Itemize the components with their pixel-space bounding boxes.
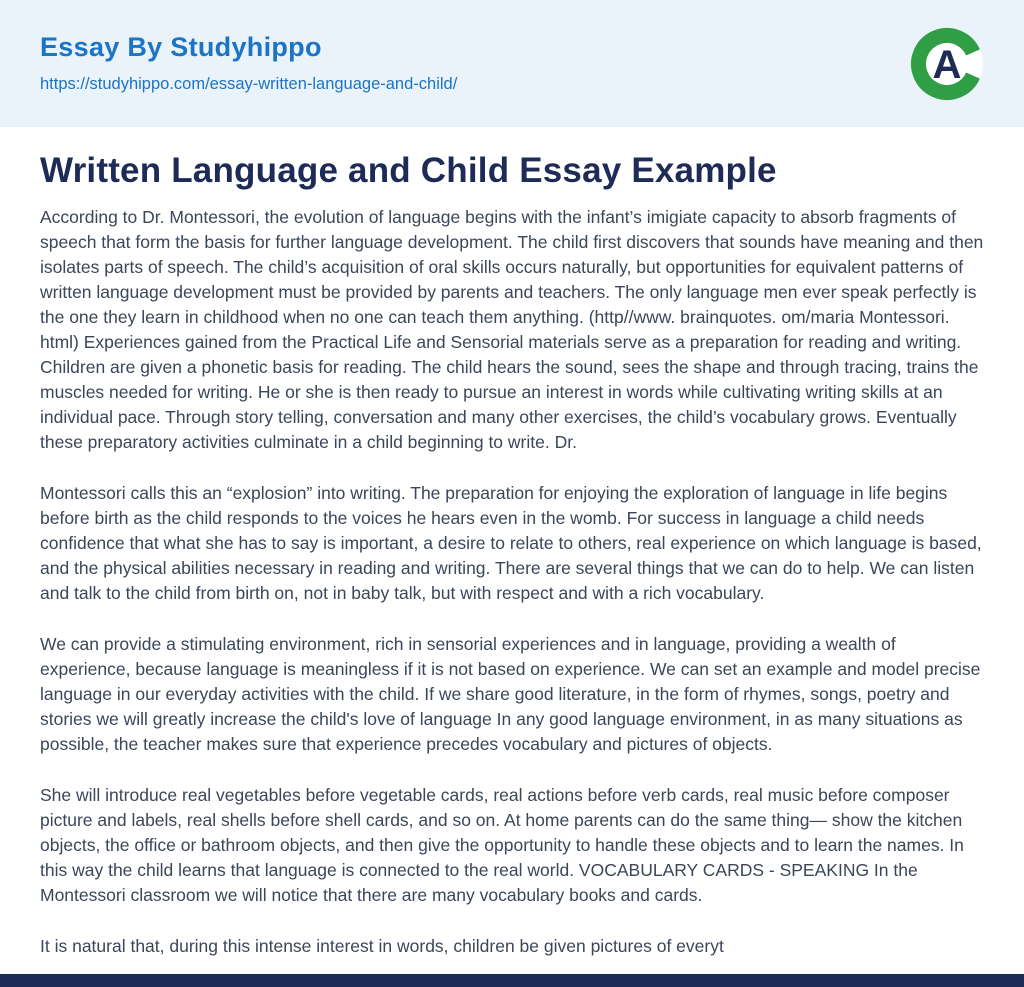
essay-paragraph: According to Dr. Montessori, the evolution of language begins with the infant’s imigiate capacity to absorb fragments of speech that form the basis for further language development. The child first discovers that sounds have meaning and then isolates parts of speech. The child’s acquisition of oral skills occurs naturally, but opportunities for equivalent patterns of written language development must be provided by parents and teachers. The only language men ever speak perfectly is the one they learn in childhood when no one can teach them anything. (http//www. brainquotes. om/maria Montessori. html) Experiences gained from the Practical Life and Sensorial materials serve as a preparation for reading and writing. Children are given a phonetic basis for reading. The child hears the sound, sees the shape and through tracing, trains the muscles needed for writing. He or she is then ready to pursue an interest in words while cultivating writing skills at an individual pace. Through story telling, conversation and many other exercises, the child’s vocabulary grows. Eventually these preparatory activities culminate in a child beginning to write. Dr.	[40, 206, 984, 452]
article-heading: Written Language and Child Essay Example	[40, 151, 777, 190]
page-header	[0, 0, 1024, 127]
essay-body	[40, 205, 984, 959]
logo-letter: A	[932, 42, 962, 87]
studyhippo-logo-icon	[910, 27, 984, 101]
article-content	[0, 127, 1024, 959]
source-url-link[interactable]: https://studyhippo.com/essay-written-language-and-child/	[40, 74, 458, 93]
essay-paragraph: Montessori calls this an “explosion” into writing. The preparation for enjoying the exploration of language in life begins before birth as the child responds to the voices he hears even in the womb. For success in language a child needs confidence that what she has to say is important, a desire to relate to others, real experience on which language is based, and the physical abilities necessary in reading and writing. There are several things that we can do to help. We can listen and talk to the child from birth on, not in baby talk, but with respect and with a rich vocabulary.	[40, 482, 982, 603]
site-title: Essay By Studyhippo	[40, 32, 322, 63]
header-text-block	[40, 33, 457, 94]
footer-bar	[0, 974, 1024, 987]
essay-paragraph: It is natural that, during this intense interest in words, children be given pictures of everyt	[40, 935, 724, 956]
essay-paragraph: We can provide a stimulating environment, rich in sensorial experiences and in language, providing a wealth of experience, because language is meaningless if it is not based on experience. We can set an example and model precise language in our everyday activities with the child. If we share good literature, in the form of rhymes, songs, poetry and stories we will greatly increase the child's love of language In any good language environment, in as many situations as possible, the teacher makes sure that experience precedes vocabulary and pictures of objects.	[40, 633, 981, 754]
essay-paragraph: She will introduce real vegetables before vegetable cards, real actions before verb cards, real music before composer picture and labels, real shells before shell cards, and so on. At home parents can do the same thing— show the kitchen objects, the office or bathroom objects, and then give the opportunity to handle these objects and to learn the names. In this way the child learns that language is connected to the real world. VOCABULARY CARDS - SPEAKING In the Montessori classroom we will notice that there are many vocabulary books and cards.	[40, 784, 964, 905]
